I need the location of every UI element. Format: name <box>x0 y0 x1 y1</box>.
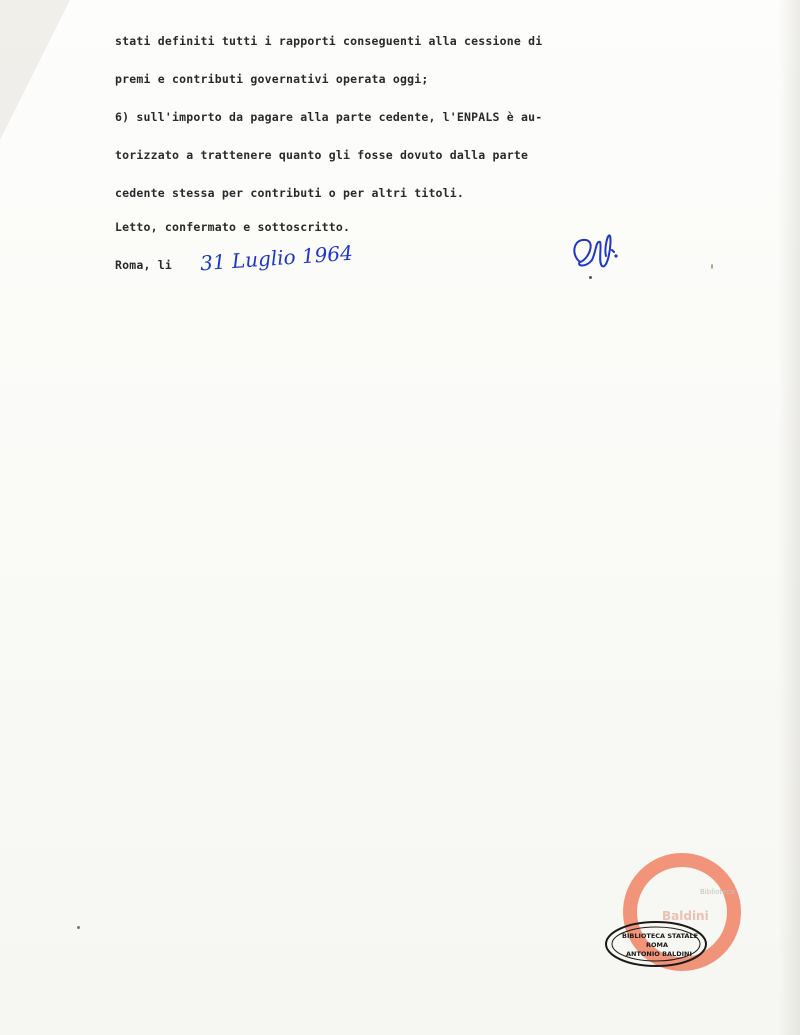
typed-line: cedente stessa per contributi o per altri titoli. <box>115 186 465 200</box>
library-stamp <box>600 850 750 980</box>
folded-corner <box>0 0 70 140</box>
typed-line: Letto, confermato e sottoscritto. <box>115 220 351 234</box>
ink-dot <box>589 276 592 279</box>
library-stamp-area <box>600 850 750 980</box>
paper-speck <box>77 926 80 929</box>
typed-line: 6) sull'importo da pagare alla parte cedente, l'ENPALS è au- <box>115 110 543 124</box>
svg-text:ROMA: ROMA <box>646 941 669 949</box>
typed-line: torizzato a trattenere quanto gli fosse dovuto dalla parte <box>115 148 529 162</box>
svg-text:BIBLIOTECA STATALE: BIBLIOTECA STATALE <box>622 932 699 940</box>
typed-line: premi e contributi governativi operata oggi; <box>115 72 429 86</box>
paper-mark <box>711 264 713 269</box>
signature-scribble <box>566 222 626 282</box>
svg-text:ANTONIO BALDINI: ANTONIO BALDINI <box>626 950 692 958</box>
typed-line-place: Roma, li <box>115 258 172 272</box>
typed-line: stati definiti tutti i rapporti conseguenti alla cessione di <box>115 34 543 48</box>
paper-edge-shadow <box>778 0 800 1035</box>
library-logo-name: Baldini <box>662 909 709 923</box>
library-logo-text: Biblioteca <box>700 888 735 896</box>
handwritten-date: 31 Luglio 1964 <box>199 240 354 276</box>
